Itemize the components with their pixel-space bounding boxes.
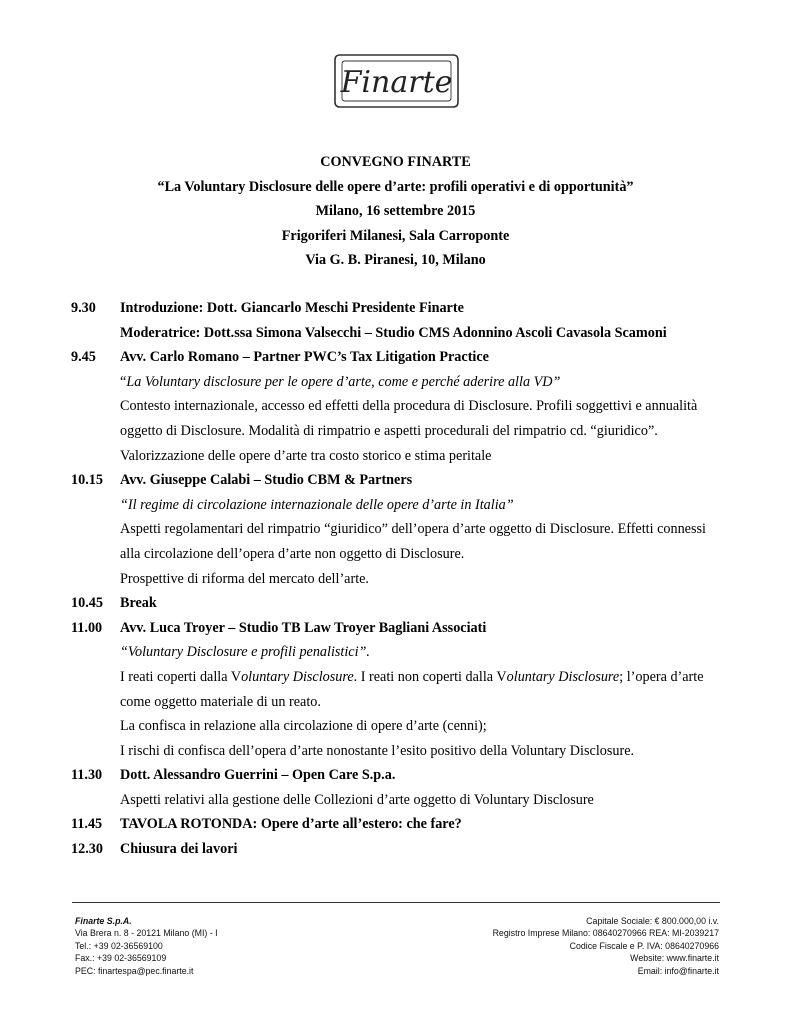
- program-item: [71, 296, 751, 345]
- program-description-line: I reati coperti dalla Voluntary Disclosure. I reati non coperti dalla Voluntary Disclosure; l’opera d’arte: [120, 668, 704, 685]
- program-description-line: Valorizzazione delle opere d’arte tra costo storico e stima peritale: [120, 447, 492, 464]
- event-address: Via G. B. Piranesi, 10, Milano: [305, 252, 486, 269]
- program-speaker: Dott. Alessandro Guerrini – Open Care S.p.a.: [120, 767, 396, 784]
- program-description-line: come oggetto materiale di un reato.: [120, 693, 321, 710]
- footer-address: Via Brera n. 8 - 20121 Milano (MI) - I: [75, 928, 218, 939]
- footer-tax-code: Codice Fiscale e P. IVA: 08640270966: [569, 940, 719, 951]
- program-time: 11.00: [71, 619, 103, 636]
- footer-divider: [72, 902, 720, 903]
- program-item: [71, 591, 751, 616]
- program-time: 10.45: [71, 595, 103, 612]
- program-description-line: Aspetti regolamentari del rimpatrio “giuridico” dell’opera d’arte oggetto di Disclosure. Effetti connessi: [120, 521, 706, 538]
- program-description-line: Prospettive di riforma del mercato dell’arte.: [120, 570, 369, 587]
- footer-email: Email: info@finarte.it: [637, 965, 719, 976]
- finarte-logo-emblem: [332, 52, 461, 110]
- footer-company-name: Finarte S.p.A.: [75, 916, 132, 926]
- program-description-line: oggetto di Disclosure. Modalità di rimpatrio e aspetti procedurali del rimpatrio cd. “giuridico”.: [120, 422, 658, 439]
- program-description-line: alla circolazione dell’opera d’arte non oggetto di Disclosure.: [120, 545, 465, 562]
- footer-capital: Capitale Sociale: € 800.000,00 i.v.: [586, 916, 719, 926]
- program-talk-title: “La Voluntary disclosure per le opere d’arte, come e perché aderire alla VD”: [120, 373, 561, 390]
- footer-phone: Tel.: +39 02-36569100: [75, 940, 163, 951]
- program-speaker: Avv. Luca Troyer – Studio TB Law Troyer Bagliani Associati: [120, 619, 487, 636]
- program-speaker: Break: [120, 595, 157, 612]
- logo-wordmark: Finarte: [340, 65, 453, 100]
- footer-website: Website: www.finarte.it: [630, 953, 719, 964]
- program-time: 10.15: [71, 472, 103, 489]
- finarte-logo: [332, 52, 461, 110]
- program-description-line: Aspetti relativi alla gestione delle Collezioni d’arte oggetto di Voluntary Disclosure: [120, 791, 594, 808]
- event-subtitle: “La Voluntary Disclosure delle opere d’arte: profili operativi e di opportunità”: [157, 178, 634, 195]
- footer-fax: Fax.: +39 02-36569109: [75, 953, 167, 964]
- program-description-line: La confisca in relazione alla circolazione di opere d’arte (cenni);: [120, 718, 487, 735]
- program-time: 11.45: [71, 816, 103, 833]
- footer-company-info: [75, 915, 218, 977]
- program-time: 9.30: [71, 300, 96, 316]
- program-description-line: I rischi di confisca dell’opera d’arte nonostante l’esito positivo della Voluntary Disclosure.: [120, 742, 635, 759]
- footer-pec: PEC: finartespa@pec.finarte.it: [75, 965, 194, 976]
- program-item: [71, 616, 751, 764]
- program-moderator: Moderatrice: Dott.ssa Simona Valsecchi – Studio CMS Adonnino Ascoli Cavasola Scamoni: [120, 324, 667, 341]
- event-venue: Frigoriferi Milanesi, Sala Carroponte: [281, 227, 510, 244]
- program-talk-title: “Voluntary Disclosure e profili penalistici”.: [120, 644, 370, 661]
- program-speaker: Avv. Giuseppe Calabi – Studio CBM & Partners: [120, 472, 413, 489]
- program-speaker: Introduzione: Dott. Giancarlo Meschi Presidente Finarte: [120, 300, 464, 316]
- program-speaker: Chiusura dei lavori: [120, 841, 238, 858]
- program-speaker: Avv. Carlo Romano – Partner PWC’s Tax Litigation Practice: [120, 349, 489, 366]
- program-talk-title: “Il regime di circolazione internazionale delle opere d’arte in Italia”: [120, 496, 514, 513]
- program-description-line: Contesto internazionale, accesso ed effetti della procedura di Disclosure. Profili soggettivi e annualità: [120, 398, 698, 415]
- program-speaker: TAVOLA ROTONDA: Opere d’arte all’estero: che fare?: [120, 816, 462, 833]
- footer-registry: Registro Imprese Milano: 08640270966 REA: MI-2039217: [492, 928, 719, 939]
- program-item: [71, 763, 751, 812]
- footer-registry-info: [493, 915, 719, 977]
- program-time: 9.45: [71, 349, 96, 366]
- program-time: 12.30: [71, 841, 103, 858]
- program-item: [71, 345, 751, 468]
- program-item: [71, 812, 751, 837]
- event-title: CONVEGNO FINARTE: [320, 154, 471, 170]
- program-schedule: [71, 296, 751, 862]
- program-item: [71, 468, 751, 591]
- event-header: [0, 150, 791, 273]
- program-item: [71, 837, 751, 862]
- event-date: Milano, 16 settembre 2015: [315, 203, 476, 220]
- program-time: 11.30: [71, 767, 103, 784]
